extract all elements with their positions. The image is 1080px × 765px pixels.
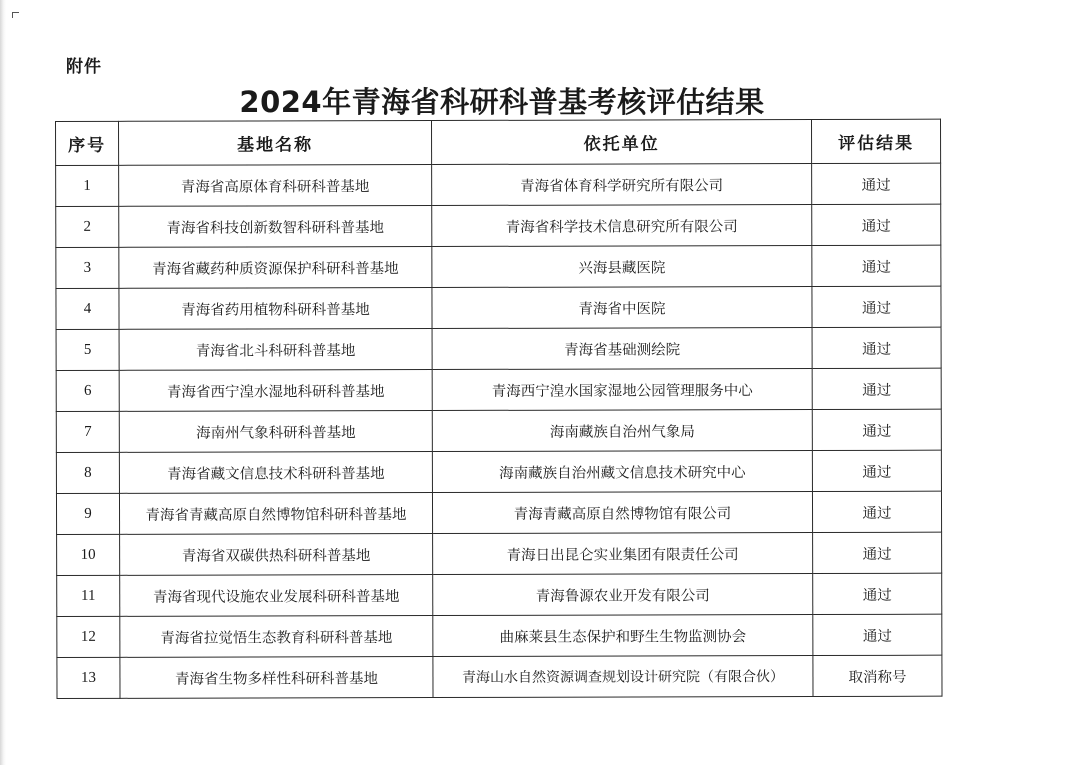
cell-host-org: 青海省中医院 xyxy=(432,287,812,329)
header-result: 评估结果 xyxy=(811,119,940,163)
cell-base-name: 青海省西宁湟水湿地科研科普基地 xyxy=(119,370,432,412)
header-host-org: 依托单位 xyxy=(432,120,812,165)
cell-host-org: 海南藏族自治州藏文信息技术研究中心 xyxy=(432,451,812,493)
header-base-name: 基地名称 xyxy=(119,121,432,166)
cell-result: 通过 xyxy=(812,245,941,286)
cell-result: 通过 xyxy=(812,450,941,491)
cell-result: 通过 xyxy=(812,491,941,532)
cell-host-org: 青海山水自然资源调查规划设计研究院（有限合伙） xyxy=(433,656,813,698)
cell-seq: 8 xyxy=(56,452,119,493)
cell-seq: 3 xyxy=(56,247,119,288)
results-table xyxy=(55,119,943,699)
cell-base-name: 青海省拉觉悟生态教育科研科普基地 xyxy=(120,616,433,658)
cell-seq: 12 xyxy=(57,616,120,657)
cell-seq: 13 xyxy=(57,657,120,698)
table-row xyxy=(56,163,941,206)
cell-seq: 11 xyxy=(57,575,120,616)
cell-host-org: 青海日出昆仑实业集团有限责任公司 xyxy=(433,533,813,575)
cell-base-name: 青海省科技创新数智科研科普基地 xyxy=(119,206,432,248)
cell-seq: 2 xyxy=(56,206,119,247)
cell-base-name: 青海省生物多样性科研科普基地 xyxy=(120,657,433,699)
cell-host-org: 曲麻莱县生态保护和野生生物监测协会 xyxy=(433,615,813,657)
cell-result: 取消称号 xyxy=(813,655,942,696)
cell-host-org: 青海鲁源农业开发有限公司 xyxy=(433,574,813,616)
table-row xyxy=(56,327,941,370)
table-row xyxy=(57,532,942,575)
cell-host-org: 海南藏族自治州气象局 xyxy=(432,410,812,452)
table-row xyxy=(57,614,942,657)
table-row xyxy=(56,286,941,329)
cell-result: 通过 xyxy=(812,409,941,450)
table-header-row xyxy=(56,119,941,165)
corner-mark xyxy=(12,12,19,18)
cell-result: 通过 xyxy=(813,614,942,655)
cell-host-org: 青海省科学技术信息研究所有限公司 xyxy=(432,205,812,247)
cell-base-name: 海南州气象科研科普基地 xyxy=(119,411,432,453)
attachment-label: 附件 xyxy=(66,57,102,77)
cell-result: 通过 xyxy=(813,532,942,573)
cell-result: 通过 xyxy=(812,368,941,409)
cell-host-org: 青海青藏高原自然博物馆有限公司 xyxy=(432,492,812,534)
cell-base-name: 青海省双碳供热科研科普基地 xyxy=(120,534,433,576)
table-row xyxy=(56,491,941,534)
cell-base-name: 青海省药用植物科研科普基地 xyxy=(119,288,432,330)
cell-result: 通过 xyxy=(812,163,941,204)
cell-host-org: 青海省基础测绘院 xyxy=(432,328,812,370)
cell-base-name: 青海省藏文信息技术科研科普基地 xyxy=(119,452,432,494)
cell-seq: 4 xyxy=(56,288,119,329)
cell-base-name: 青海省北斗科研科普基地 xyxy=(119,329,432,371)
cell-base-name: 青海省现代设施农业发展科研科普基地 xyxy=(120,575,433,617)
cell-result: 通过 xyxy=(812,204,941,245)
cell-base-name: 青海省藏药种质资源保护科研科普基地 xyxy=(119,247,432,289)
cell-host-org: 兴海县藏医院 xyxy=(432,246,812,288)
table-row xyxy=(56,245,941,288)
cell-result: 通过 xyxy=(813,573,942,614)
cell-seq: 10 xyxy=(57,534,120,575)
cell-seq: 9 xyxy=(56,493,119,534)
table-row xyxy=(56,204,941,247)
cell-result: 通过 xyxy=(812,327,941,368)
cell-result: 通过 xyxy=(812,286,941,327)
cell-host-org: 青海西宁湟水国家湿地公园管理服务中心 xyxy=(432,369,812,411)
cell-seq: 1 xyxy=(56,165,119,206)
cell-host-org: 青海省体育科学研究所有限公司 xyxy=(432,164,812,206)
table-row xyxy=(57,655,942,698)
cell-base-name: 青海省青藏高原自然博物馆科研科普基地 xyxy=(119,493,432,535)
cell-base-name: 青海省高原体育科研科普基地 xyxy=(119,165,432,207)
header-seq: 序号 xyxy=(56,121,119,165)
cell-seq: 5 xyxy=(56,329,119,370)
document-title: 2024年青海省科研科普基考核评估结果 xyxy=(239,85,765,119)
table-row xyxy=(56,409,941,452)
table-row xyxy=(56,368,941,411)
cell-seq: 6 xyxy=(56,370,119,411)
table-row xyxy=(56,450,941,493)
cell-seq: 7 xyxy=(56,411,119,452)
table-row xyxy=(57,573,942,616)
